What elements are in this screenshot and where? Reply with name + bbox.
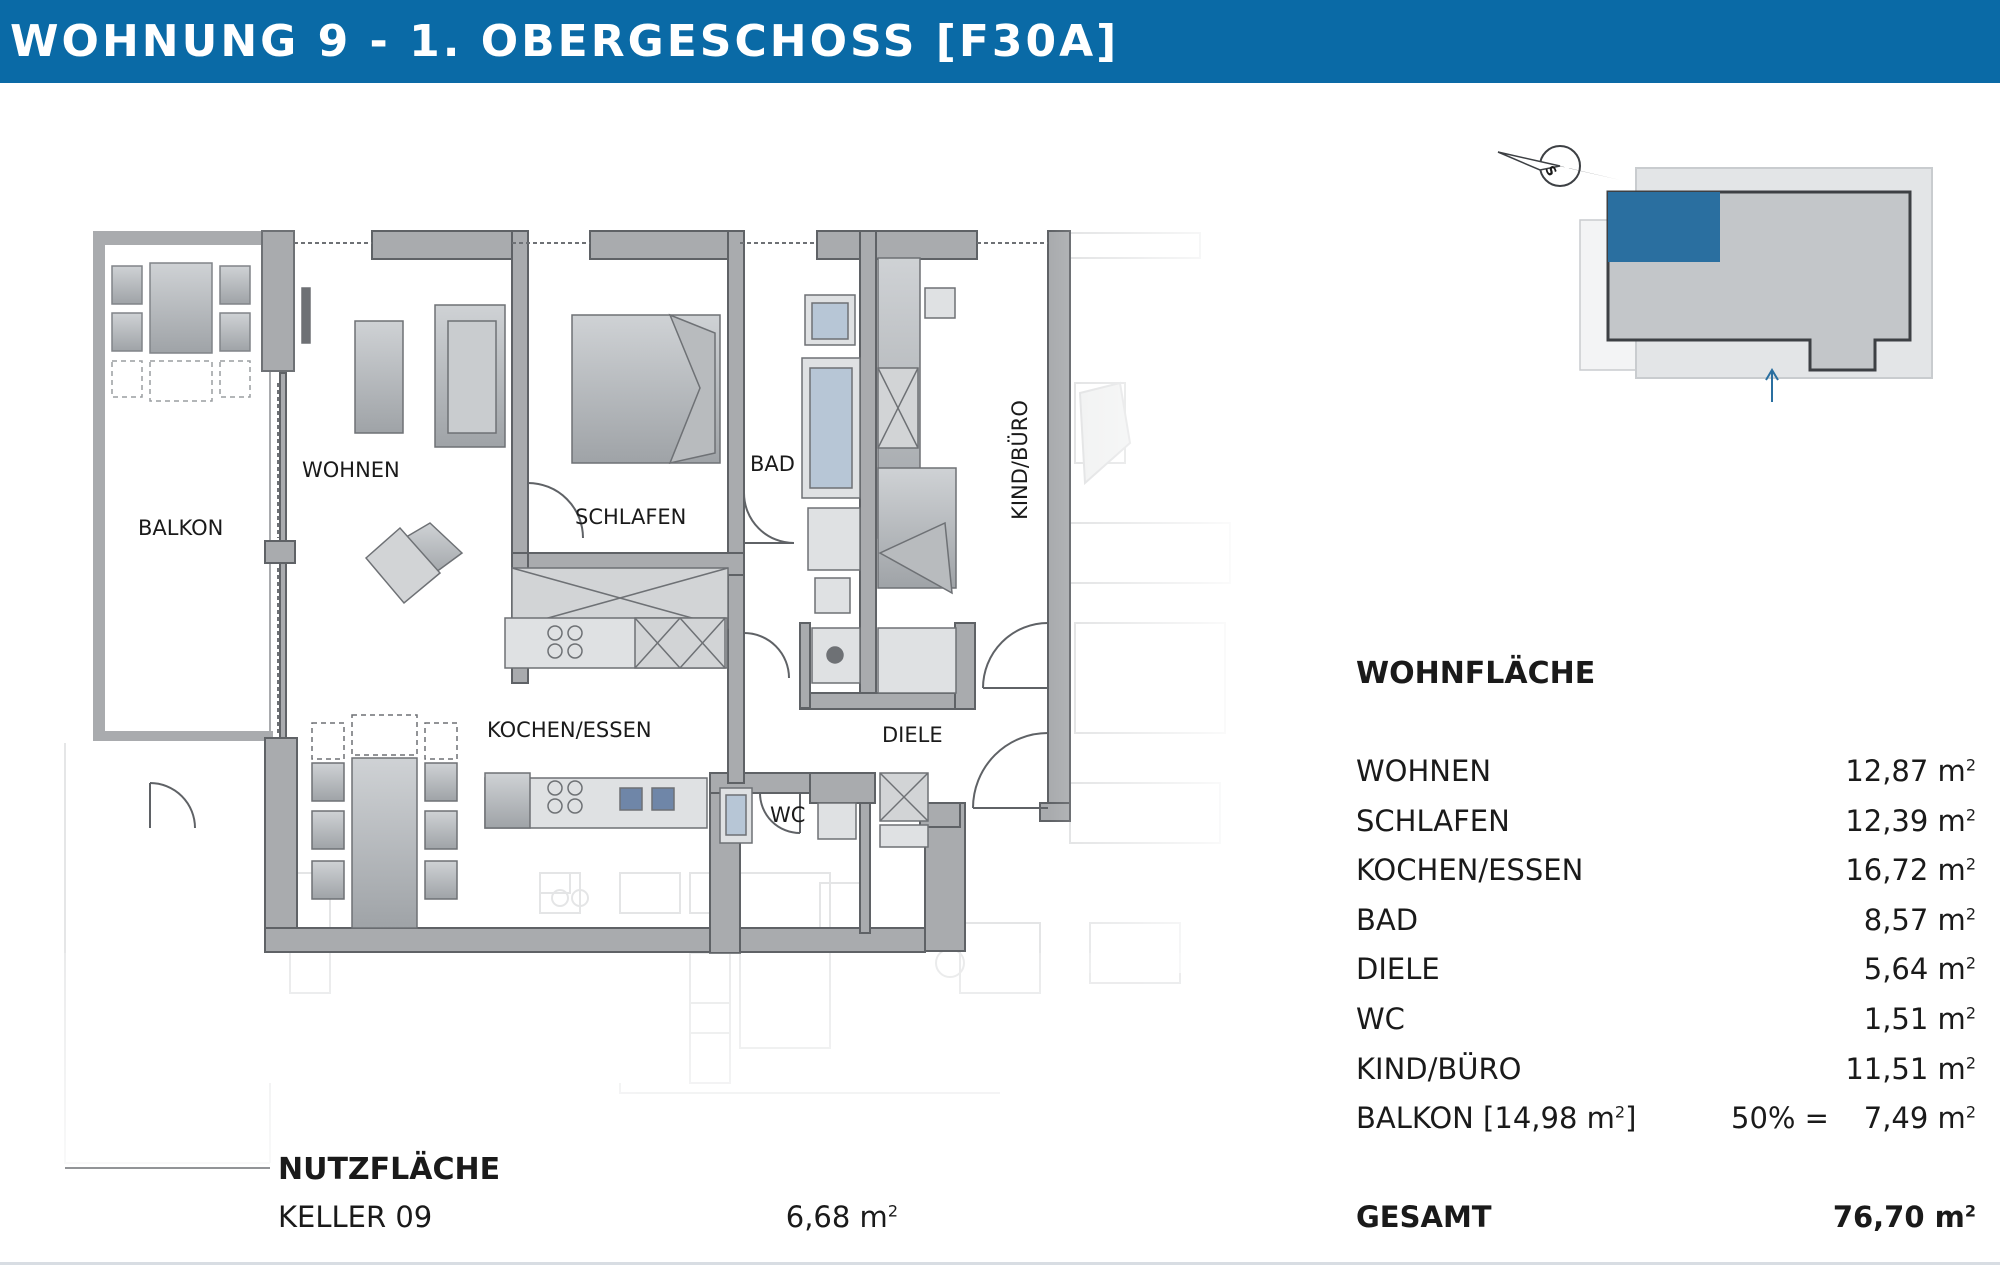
furniture-essen: [312, 715, 457, 928]
area-row-kochen-essen: KOCHEN/ESSEN 16,72 $m^2$: [1356, 853, 1976, 887]
nutzflaeche-heading: NUTZFLÄCHE: [278, 1152, 501, 1187]
compass-letter-s: S: [1541, 163, 1560, 180]
fade-right: [1050, 213, 1260, 973]
room-label-kochen-essen: KOCHEN/ESSEN: [487, 718, 652, 742]
header-bar: [0, 0, 2000, 83]
room-label-diele: DIELE: [882, 723, 943, 747]
area-row-balkon: BALKON [14,98 $m^2$] 50% = 7,49 $m^2$: [1356, 1101, 1976, 1135]
keller-name: KELLER 09: [278, 1200, 433, 1234]
keller-row: [278, 1200, 898, 1240]
room-label-kind-buero: KIND/BÜRO: [1007, 400, 1032, 520]
area-row-gesamt: GESAMT 76,70 $m^2$: [1356, 1200, 1976, 1234]
furniture-wohnen: [302, 288, 505, 603]
floor-plan: [0, 83, 1260, 1265]
keller-value: 6,68 $m^2$: [785, 1200, 898, 1234]
room-label-balkon: BALKON: [138, 516, 224, 540]
room-label-wc: WC: [770, 803, 806, 827]
room-label-bad: BAD: [750, 452, 795, 476]
balkon-percent: 50% =: [1731, 1101, 1829, 1135]
area-row-wohnen: WOHNEN 12,87 $m^2$: [1356, 754, 1976, 788]
compass-icon: [1498, 146, 1620, 186]
area-row-diele: DIELE 5,64 $m^2$: [1356, 952, 1976, 986]
area-row-kind-buero: KIND/BÜRO 11,51 $m^2$: [1356, 1052, 1976, 1086]
area-row-schlafen: SCHLAFEN 12,39 $m^2$: [1356, 804, 1976, 838]
area-row-bad: BAD 8,57 $m^2$: [1356, 903, 1976, 937]
room-label-wohnen: WOHNEN: [302, 458, 400, 482]
balkon-area: [93, 231, 294, 741]
location-plan: [1480, 130, 1960, 430]
room-label-schlafen: SCHLAFEN: [575, 505, 687, 529]
page-title: WOHNUNG 9 - 1. OBERGESCHOSS [F30A]: [10, 16, 1120, 67]
compass-letter-n: N: [1557, 156, 1576, 174]
area-row-wc: WC 1,51 $m^2$: [1356, 1002, 1976, 1036]
wohnflaeche-heading: WOHNFLÄCHE: [1356, 656, 1596, 691]
furniture-schlafen: [512, 315, 728, 628]
apartment-highlight: [1608, 192, 1720, 262]
furniture-kind-buero: [878, 258, 956, 693]
